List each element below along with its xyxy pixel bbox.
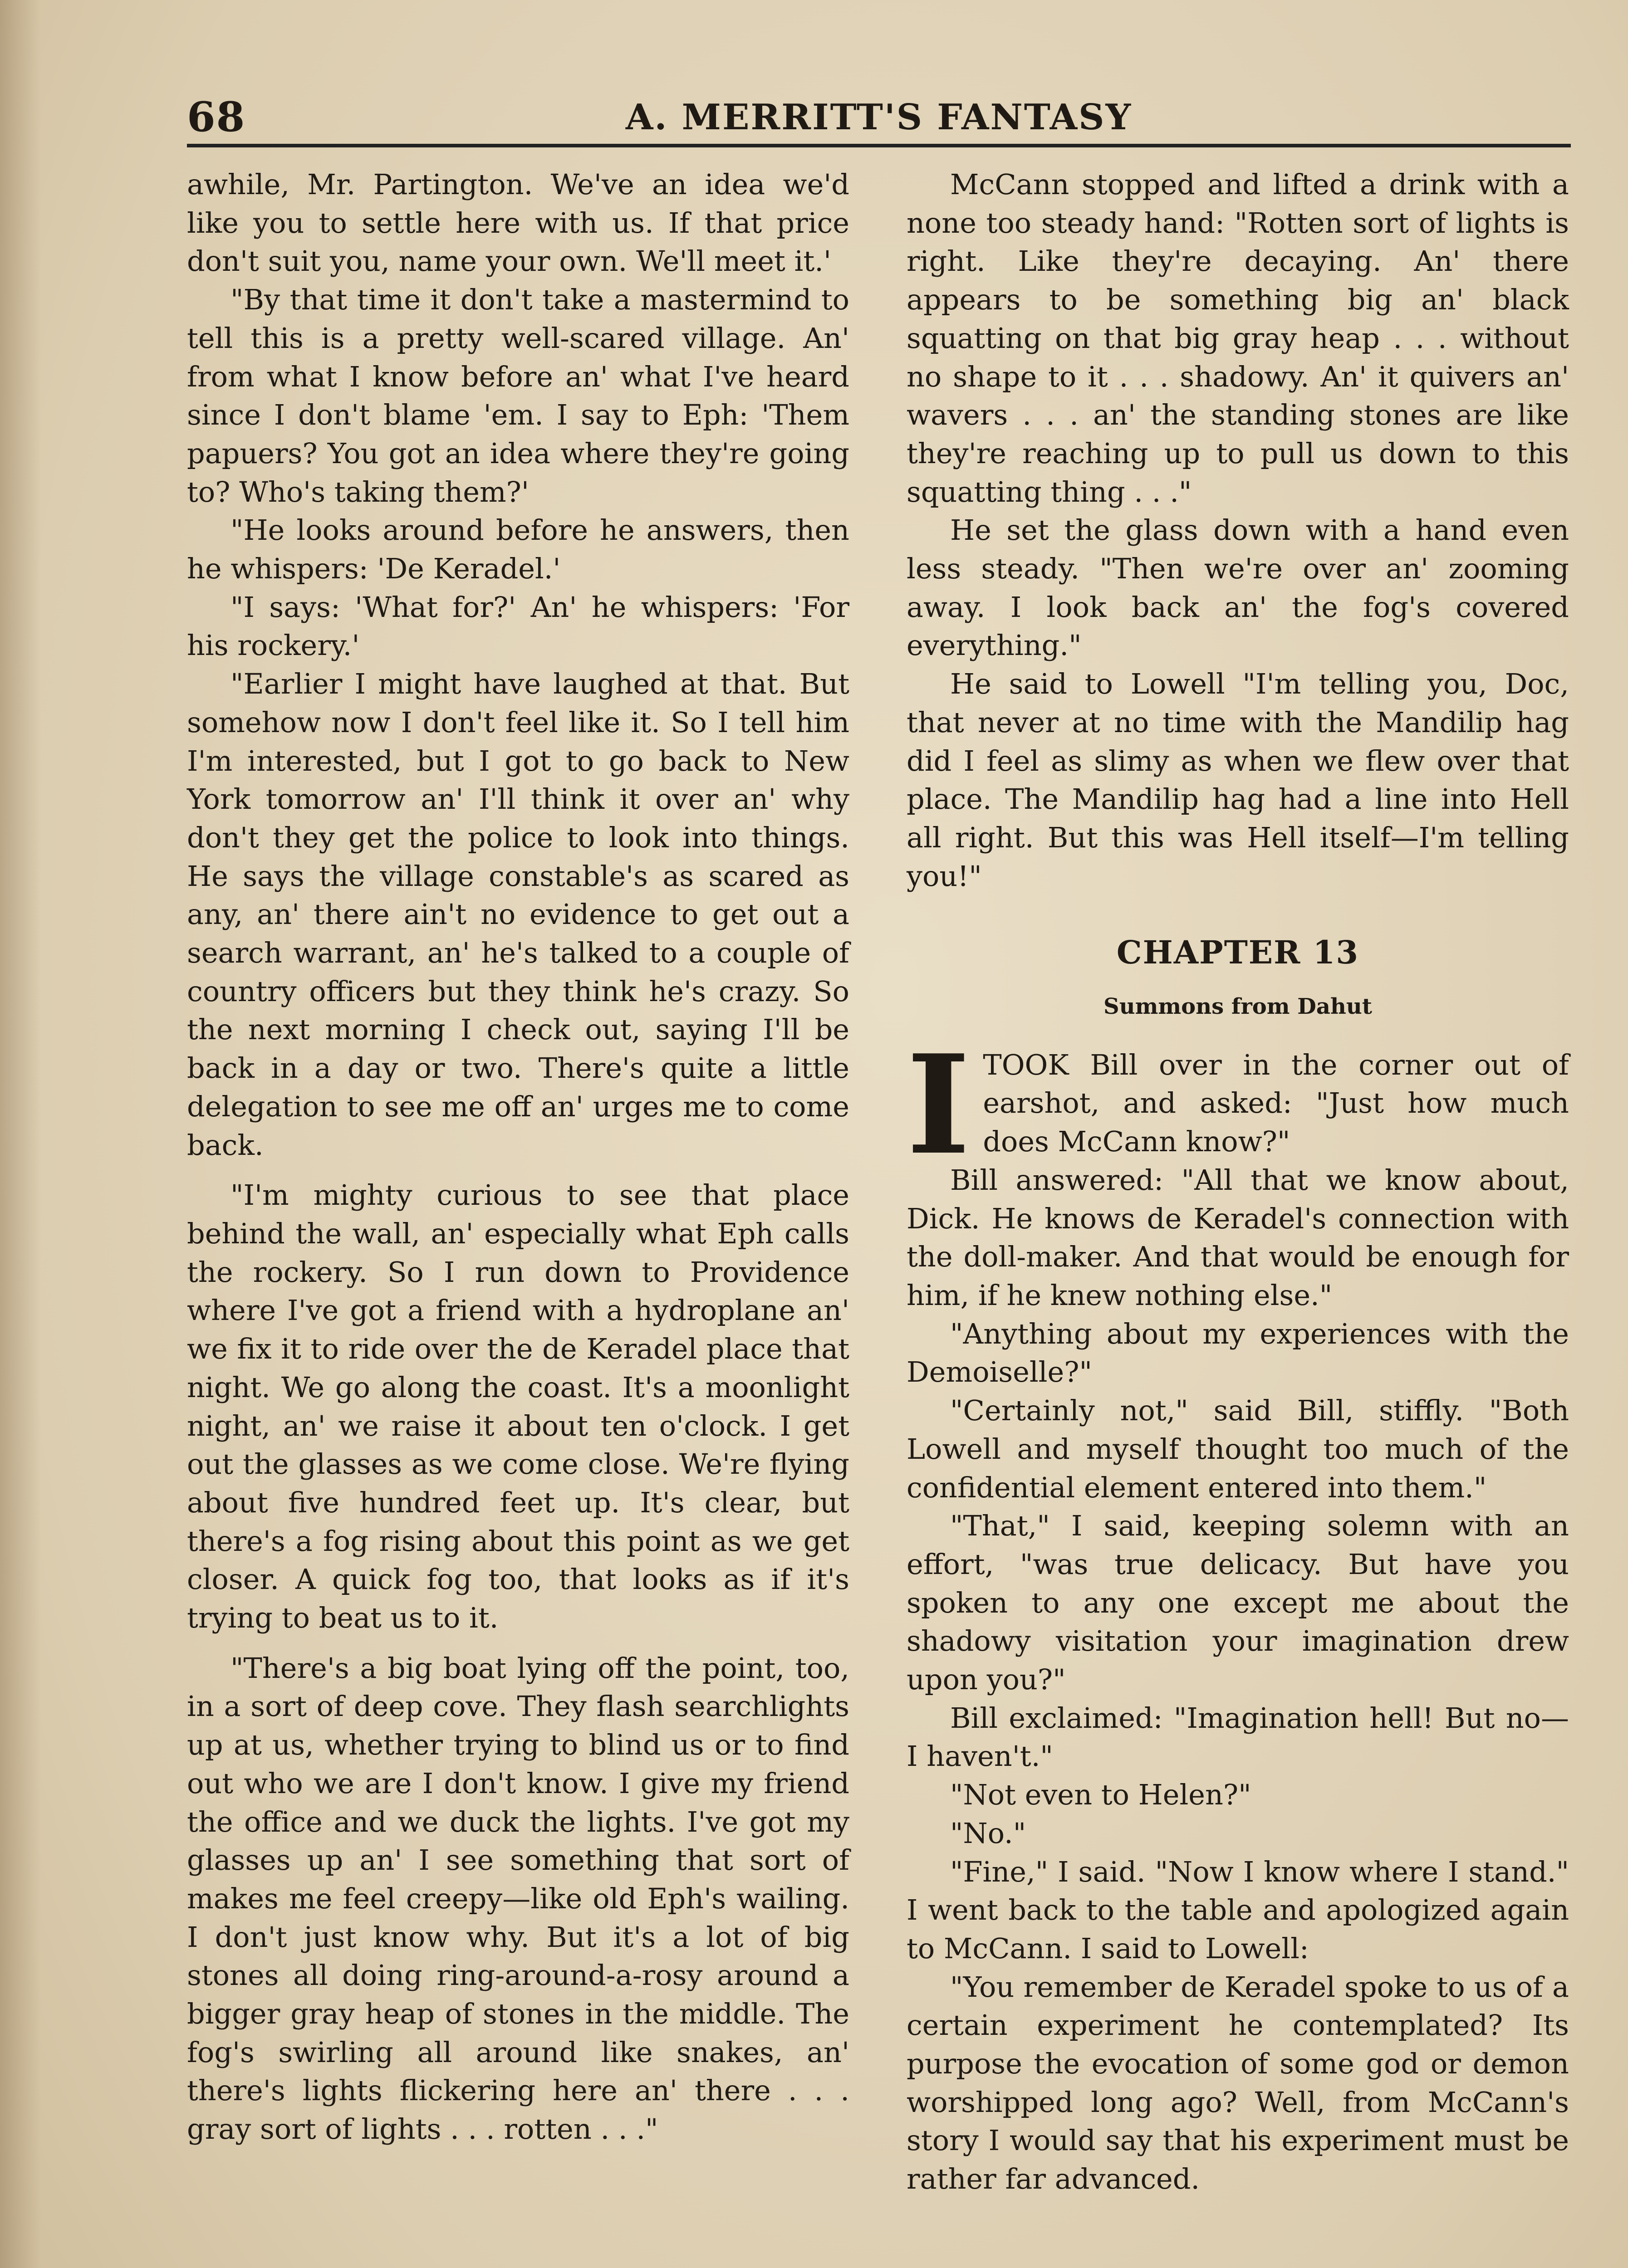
left-column [187, 166, 849, 2149]
paragraph: "I'm mighty curious to see that place behind the wall, an' especially what Eph calls the rockery. So I run down to Providence where I've got a friend with a hydroplane an' we fix it to ride over the de Keradel place that night. We go along the coast. It's a moonlight night, an' we raise it about ten o'clock. I get out the glasses as we come close. We're flying about five hundred feet up. It's clear, but there's a fog rising about this point as we get closer. A quick fog too, that looks as if it's trying to beat us to it. [187, 1178, 849, 1635]
paragraph: He said to Lowell "I'm telling you, Doc, that never at no time with the Mandilip hag did I feel as slimy as when we flew over that place. The Mandilip hag had a line into Hell all right. But this was Hell itself—I'm telling you!" [907, 667, 1569, 893]
paragraph: "Certainly not," said Bill, stiffly. "Both Lowell and myself thought too much of the confidential element entered into them." [907, 1394, 1569, 1504]
drop-cap: I [907, 1024, 971, 1185]
paragraph: "Earlier I might have laughed at that. But somehow now I don't feel like it. So I tell him I'm interested, but I got to go back to New York tomorrow an' I'll think it over an' why don't they get the police to look into things. He says the village constable's as scared as any, an' there ain't no evidence to get out a search warrant, an' he's talked to a couple of country officers but they think he's crazy. So the next morning I check out, saying I'll be back in a day or two. There's quite a little delegation to see me off an' urges me to come back. [187, 667, 849, 1162]
paragraph: "Not even to Helen?" [950, 1778, 1251, 1812]
chapter-subtitle: Summons from Dahut [1103, 994, 1372, 1020]
paragraph: "By that time it don't take a mastermind to tell this is a pretty well-scared village. An' from what I know before an' what I've heard since I don't blame 'em. I say to Eph: 'Them papuers? You got an idea where they're going to? Who's taking them?' [187, 283, 849, 508]
binding-shadow [0, 0, 41, 2268]
chapter-heading: CHAPTER 13 [1116, 934, 1359, 972]
paragraph: McCann stopped and lifted a drink with a none too steady hand: "Rotten sort of lights is right. Like they're decaying. An' there appears to be something big an' black squatting on that big gray heap . . . without no shape to it . . . shadowy. An' it quivers an' wavers . . . an' the standing stones are like they're reaching up to pull us down to this squatting thing . . ." [907, 168, 1569, 508]
paragraph: "Anything about my experiences with the Demoiselle?" [907, 1317, 1569, 1389]
paragraph: "You remember de Keradel spoke to us of a certain experiment he contemplated? Its purpose the evocation of some god or demon worshipped long ago? Well, from McCann's story I would say that his experiment must be rather far advanced. [907, 1970, 1569, 2196]
paragraph: "No." [950, 1816, 1026, 1850]
paragraph: "He looks around before he answers, then he whispers: 'De Keradel.' [187, 513, 849, 586]
paragraph: "I says: 'What for?' An' he whispers: 'For his rockery.' [187, 590, 849, 662]
page-header [187, 93, 1571, 147]
paragraph: Bill answered: "All that we know about, Dick. He knows de Keradel's connection with the doll-maker. And that would be enough for him, if he knew nothing else." [907, 1163, 1569, 1312]
running-title: A. MERRITT'S FANTASY [625, 97, 1133, 138]
paragraph: Bill exclaimed: "Imagination hell! But no—I haven't." [907, 1701, 1569, 1773]
paragraph: "That," I said, keeping solemn with an effort, "was true delicacy. But have you spoken to any one except me about the shadowy visitation your imagination drew upon you?" [907, 1509, 1569, 1696]
paragraph: He set the glass down with a hand even less steady. "Then we're over an' zooming away. I look back an' the fog's covered everything." [907, 513, 1569, 662]
paragraph: awhile, Mr. Partington. We've an idea we'd like you to settle here with us. If that price don't suit you, name your own. We'll meet it.' [187, 168, 849, 278]
chapter-opening-paragraph [907, 1024, 1569, 1185]
page-number: 68 [187, 93, 246, 141]
right-column [907, 166, 1569, 2199]
paragraph: "Fine," I said. "Now I know where I stand." I went back to the table and apologized again to McCann. I said to Lowell: [907, 1855, 1569, 1965]
paragraph: "There's a big boat lying off the point, too, in a sort of deep cove. They flash searchlights up at us, whether trying to blind us or to find out who we are I don't know. I give my friend the office and we duck the lights. I've got my glasses up an' I see something that sort of makes me feel creepy—like old Eph's wailing. I don't just know why. But it's a lot of big stones all doing ring-around-a-rosy around a bigger gray heap of stones in the middle. The fog's swirling all around like snakes, an' there's lights flickering here an' there . . . gray sort of lights . . . rotten . . ." [187, 1651, 849, 2146]
opening-text: TOOK Bill over in the corner out of earshot, and asked: "Just how much does McCann know?" [983, 1048, 1569, 1158]
